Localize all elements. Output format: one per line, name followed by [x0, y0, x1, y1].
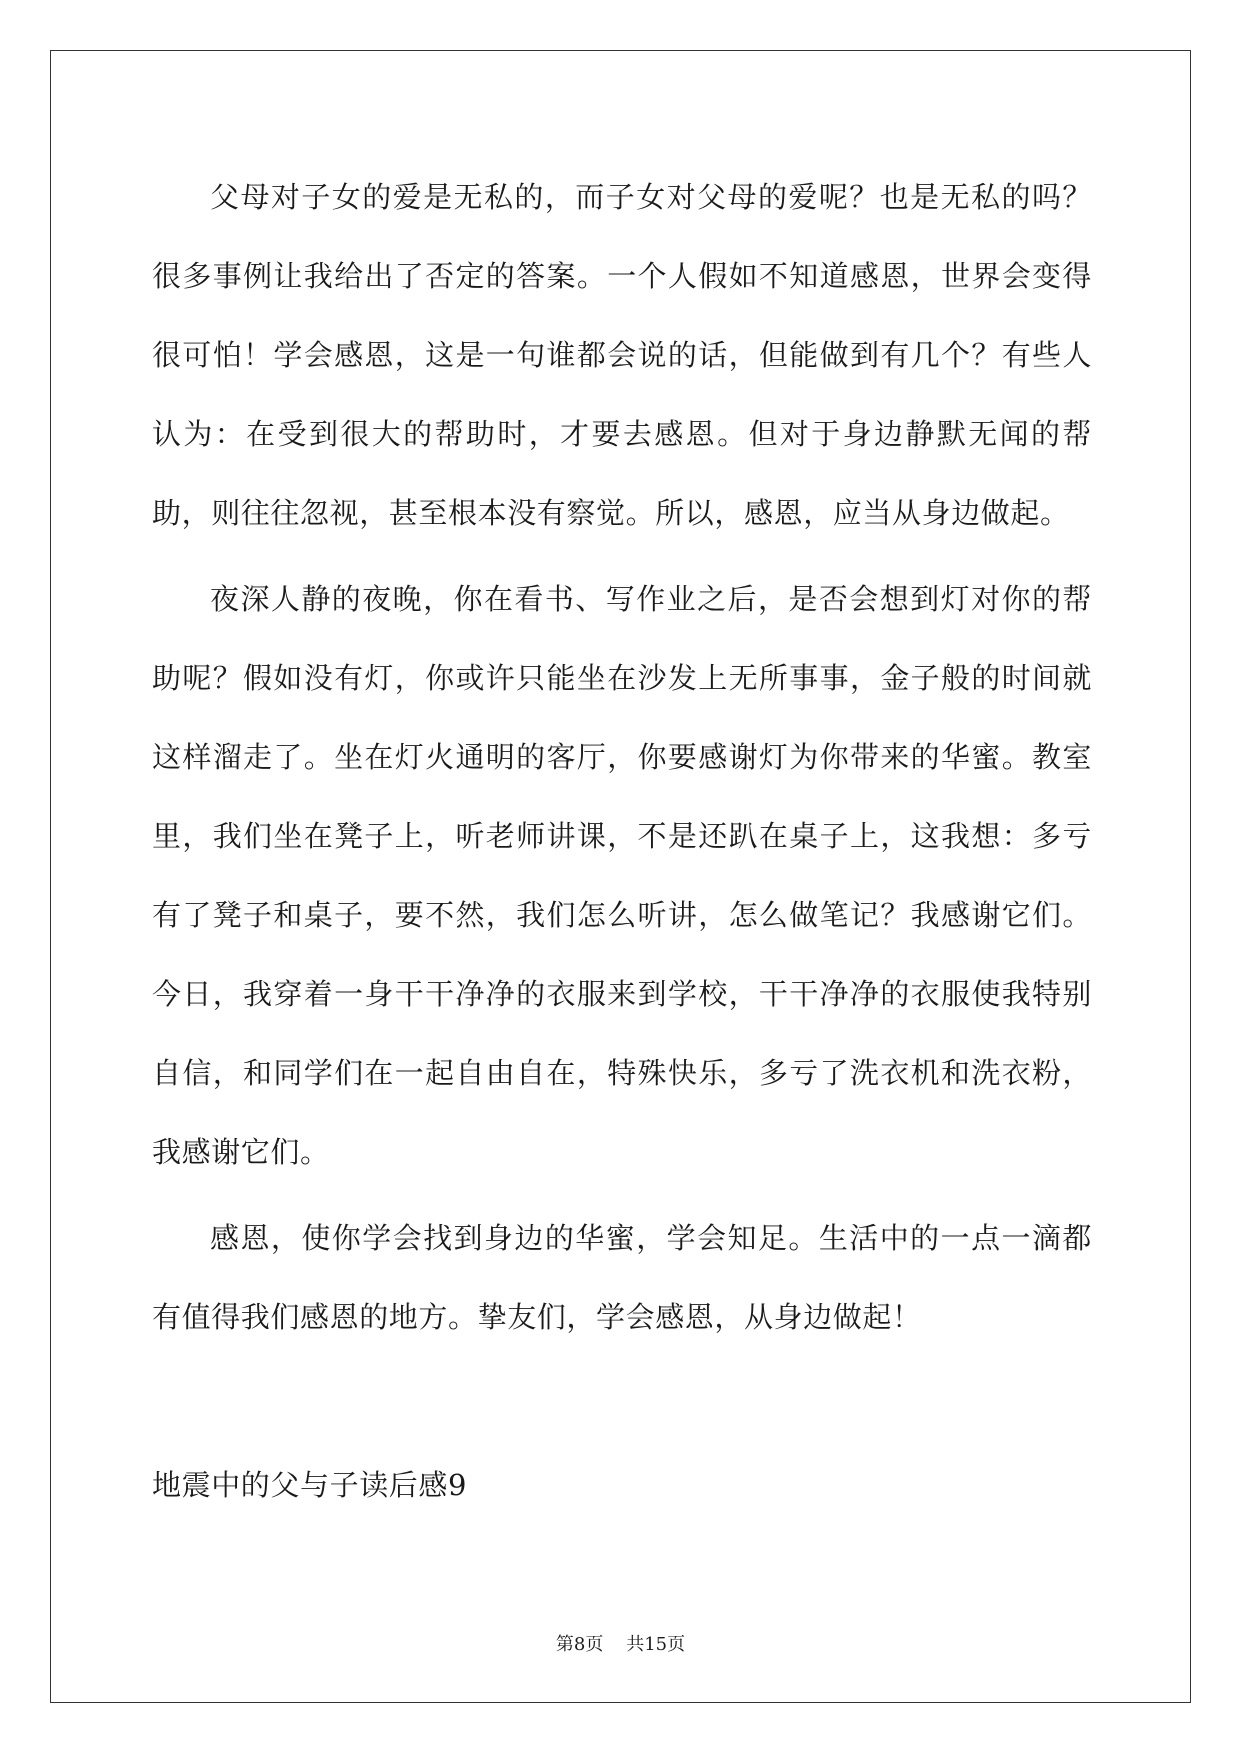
document-body	[152, 158, 1092, 1364]
paragraph-2: 夜深人静的夜晚，你在看书、写作业之后，是否会想到灯对你的帮助呢？假如没有灯，你或许只能坐在沙发上无所事事，金子般的时间就这样溜走了。坐在灯火通明的客厅，你要感谢灯为你带来的华蜜。教室里，我们坐在凳子上，听老师讲课，不是还趴在桌子上，这我想：多亏有了凳子和桌子，要不然，我们怎么听讲，怎么做笔记？我感谢它们。今日，我穿着一身干干净净的衣服来到学校，干干净净的衣服使我特别自信，和同学们在一起自由自在，特殊快乐，多亏了洗衣机和洗衣粉，我感谢它们。	[152, 582, 1092, 1169]
paragraph-1: 父母对子女的爱是无私的，而子女对父母的爱呢？也是无私的吗？很多事例让我给出了否定的答案。一个人假如不知道感恩，世界会变得很可怕！学会感恩，这是一句谁都会说的话，但能做到有几个？有些人认为：在受到很大的帮助时，才要去感恩。但对于身边静默无闻的帮助，则往往忽视，甚至根本没有察觉。所以，感恩，应当从身边做起。	[152, 180, 1092, 530]
next-section-heading: 地震中的父与子读后感9	[152, 1468, 468, 1502]
page-footer	[0, 1633, 1241, 1657]
paragraph-3: 感恩，使你学会找到身边的华蜜，学会知足。生活中的一点一滴都有值得我们感恩的地方。挚友们，学会感恩，从身边做起！	[152, 1221, 1092, 1334]
page-total: 共15页	[626, 1634, 686, 1655]
page-number: 第8页	[555, 1634, 604, 1655]
